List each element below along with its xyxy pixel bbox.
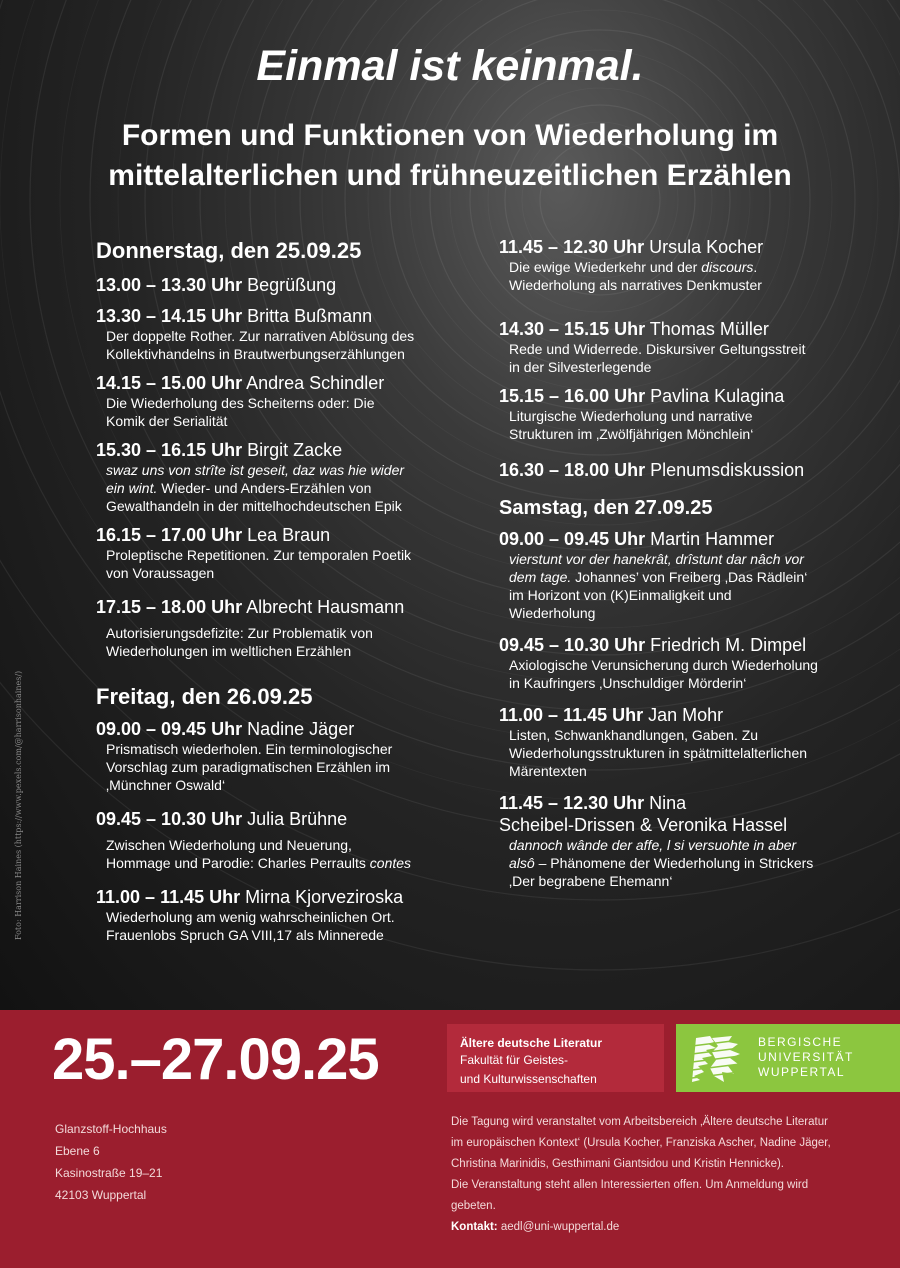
- program-entry: [96, 886, 446, 944]
- entry-time: 15.15 – 16.00 Uhr: [499, 386, 646, 406]
- university-logo: [676, 1024, 900, 1092]
- venue-address: Glanzstoff-Hochhaus Ebene 6 Kasinostraße 19–21 42103 Wuppertal: [55, 1122, 167, 1202]
- day-heading-saturday: Samstag, den 27.09.25: [499, 497, 713, 519]
- entry-talk-title: Die ewige Wiederkehr und der discours. Wiederholung als narratives Denkmuster: [509, 259, 762, 293]
- entry-time: 11.00 – 11.45 Uhr: [499, 705, 644, 725]
- program-entry: [499, 792, 849, 890]
- program-entry: [96, 372, 446, 430]
- entry-time: 16.30 – 18.00 Uhr: [499, 460, 646, 480]
- entry-time: 09.00 – 09.45 Uhr: [96, 719, 243, 739]
- entry-speaker: Andrea Schindler: [246, 373, 385, 393]
- entry-talk-title: Autorisierungsdefizite: Zur Problematik von Wiederholungen im weltlichen Erzählen: [106, 625, 373, 659]
- program-entry: [96, 305, 446, 363]
- program-entry: [499, 385, 849, 443]
- event-subtitle: [0, 116, 900, 196]
- organizer-info: Die Tagung wird veranstaltet vom Arbeitsbereich ‚Ältere deutsche Literatur im europäischen Kontext‘ (Ursula Kocher, Franziska Ascher, Nadine Jäger, Christina Marinidis, Gesthimani Giantsidou und Kristin Hennicke). Die Veranstaltung steht allen Interessierten offen. Um Anmeldung wird gebeten. Kontakt: aedl@uni-wuppertal.de: [451, 1116, 831, 1233]
- photo-credit: Foto: Harrison Haines (https://www.pexels.com/@harrisonhaines/): [14, 670, 23, 940]
- program-entry: [499, 318, 849, 376]
- entry-speaker: Friedrich M. Dimpel: [650, 635, 807, 655]
- subtitle-line-2: mittelalterlichen und frühneuzeitlichen Erzählen: [108, 159, 792, 192]
- entry-speaker: Plenumsdiskussion: [650, 460, 805, 480]
- entry-speaker: Nina: [649, 793, 687, 813]
- program-entry: [96, 439, 446, 515]
- entry-time: 09.00 – 09.45 Uhr: [499, 529, 646, 549]
- entry-speaker: Birgit Zacke: [247, 440, 343, 460]
- entry-speaker: Julia Brühne: [247, 809, 348, 829]
- program-entry: [96, 596, 446, 660]
- entry-time: 13.30 – 14.15 Uhr: [96, 306, 243, 326]
- program-entry: [499, 459, 849, 481]
- aedl-badge: [447, 1024, 664, 1092]
- entry-talk-title: Axiologische Verunsicherung durch Wiederholung in Kaufringers ‚Unschuldiger Mörderin‘: [509, 657, 818, 691]
- entry-talk-title: vierstunt vor der hanekrât, drîstunt dar nâch vor dem tage. Johannes’ von Freiberg ‚Das Rädlein‘ im Horizont von (K)Einmaligkeit und Wiederholung: [509, 551, 808, 621]
- aedl-faculty: Fakultät für Geistes- und Kulturwissenschaften: [460, 1053, 597, 1086]
- entry-time: 13.00 – 13.30 Uhr: [96, 275, 243, 295]
- entry-talk-title: dannoch wânde der affe, l si versuohte in aber alsô – Phänomene der Wiederholung in Strickers ‚Der begrabene Ehemann‘: [509, 837, 814, 889]
- day-heading-thursday: Donnerstag, den 25.09.25: [96, 238, 362, 263]
- aedl-title: Ältere deutsche Literatur: [460, 1036, 603, 1050]
- entry-time: 11.45 – 12.30 Uhr: [499, 237, 645, 257]
- program-entry: [499, 236, 849, 294]
- day-heading-friday: Freitag, den 26.09.25: [96, 684, 313, 709]
- entry-time: 16.15 – 17.00 Uhr: [96, 525, 243, 545]
- entry-speaker: Britta Bußmann: [247, 306, 373, 326]
- entry-speaker: Martin Hammer: [650, 529, 775, 549]
- entry-speaker: Begrüßung: [247, 275, 337, 295]
- entry-speaker: Jan Mohr: [648, 705, 724, 725]
- entry-talk-title: Prismatisch wiederholen. Ein terminologischer Vorschlag zum paradigmatischen Erzählen im ‚Münchner Oswald‘: [106, 741, 393, 793]
- program-entry: [499, 704, 849, 780]
- entry-speaker: Pavlina Kulagina: [650, 386, 785, 406]
- entry-speaker: Ursula Kocher: [649, 237, 764, 257]
- program-entry: [96, 808, 446, 872]
- event-title: Einmal ist keinmal.: [256, 42, 644, 90]
- entry-talk-title: Liturgische Wiederholung und narrative Strukturen im ‚Zwölfjährigen Mönchlein‘: [509, 408, 754, 442]
- entry-talk-title: Rede und Widerrede. Diskursiver Geltungsstreit in der Silvesterlegende: [509, 341, 806, 375]
- entry-speaker-continued: Scheibel-Drissen & Veronika Hassel: [499, 815, 788, 835]
- entry-time: 14.15 – 15.00 Uhr: [96, 373, 243, 393]
- entry-speaker: Lea Braun: [247, 525, 331, 545]
- program-left-column: [96, 238, 446, 944]
- program-entry: [499, 634, 849, 692]
- subtitle-line-1: Formen und Funktionen von Wiederholung im: [121, 119, 779, 152]
- entry-time: 09.45 – 10.30 Uhr: [96, 809, 243, 829]
- contact-email[interactable]: aedl@uni-wuppertal.de: [500, 1221, 620, 1233]
- program-entry: [499, 528, 849, 622]
- contact-label: Kontakt:: [451, 1221, 498, 1233]
- entry-talk-title: swaz uns von strîte ist geseit, daz was hie wider ein wint. Wieder- und Anders-Erzählen von Gewalthandeln in der mittelhochdeutschen Epik: [106, 462, 405, 514]
- entry-talk-title: Wiederholung am wenig wahrscheinlichen Ort. Frauenlobs Spruch GA VIII,17 als Minnerede: [106, 909, 395, 943]
- entry-talk-title: Listen, Schwankhandlungen, Gaben. Zu Wiederholungsstrukturen in spätmittelalterlichen Märentexten: [509, 727, 808, 779]
- entry-talk-title: Die Wiederholung des Scheiterns oder: Die Komik der Serialität: [106, 395, 375, 429]
- entry-talk-title: Zwischen Wiederholung und Neuerung, Hommage und Parodie: Charles Perraults contes: [106, 837, 412, 871]
- program-right-column: [499, 236, 849, 890]
- entry-time: 11.00 – 11.45 Uhr: [96, 887, 241, 907]
- entry-talk-title: Proleptische Repetitionen. Zur temporalen Poetik von Voraussagen: [106, 547, 412, 581]
- entry-time: 15.30 – 16.15 Uhr: [96, 440, 243, 460]
- program-entry: [96, 274, 446, 296]
- entry-time: 11.45 – 12.30 Uhr: [499, 793, 645, 813]
- event-dates: 25.–27.09.25: [52, 1027, 379, 1092]
- entry-talk-title: Der doppelte Rother. Zur narrativen Ablösung des Kollektivhandelns in Brautwerbungserzählungen: [106, 328, 415, 362]
- entry-time: 14.30 – 15.15 Uhr: [499, 319, 646, 339]
- entry-time: 09.45 – 10.30 Uhr: [499, 635, 646, 655]
- entry-speaker: Thomas Müller: [649, 319, 769, 339]
- program-entry: [96, 524, 446, 582]
- university-name: BERGISCHE UNIVERSITÄT WUPPERTAL: [758, 1035, 854, 1079]
- program-entry: [96, 718, 446, 794]
- entry-time: 17.15 – 18.00 Uhr: [96, 597, 243, 617]
- entry-speaker: Mirna Kjorveziroska: [245, 887, 404, 907]
- university-lion-icon: [688, 1032, 744, 1086]
- entry-speaker: Albrecht Hausmann: [246, 597, 405, 617]
- entry-speaker: Nadine Jäger: [247, 719, 355, 739]
